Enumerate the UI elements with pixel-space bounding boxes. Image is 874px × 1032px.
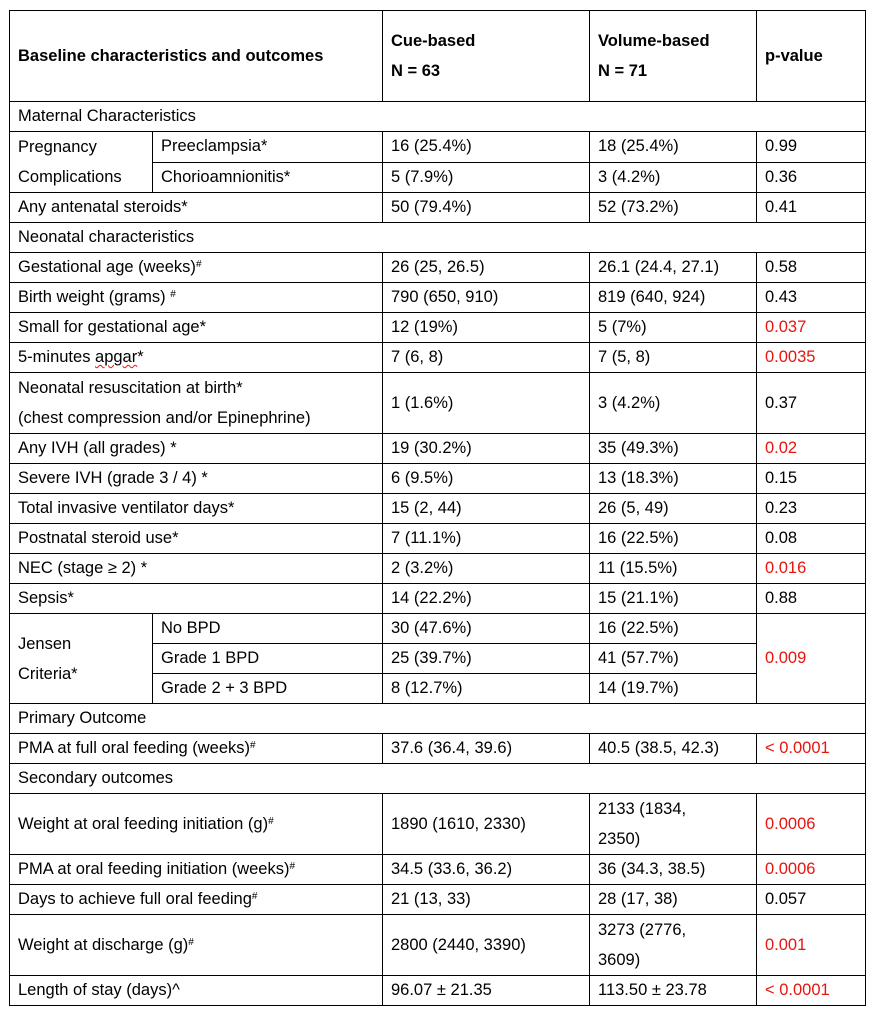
row-label: Small for gestational age*: [10, 313, 383, 343]
cell-cue: 6 (9.5%): [383, 464, 590, 494]
section-row: [10, 102, 866, 132]
cell-cue: 37.6 (36.4, 39.6): [383, 734, 590, 764]
cell-p-value-significant: 0.001: [757, 915, 866, 976]
cell-volume: 14 (19.7%): [590, 674, 757, 704]
cell-volume: 7 (5, 8): [590, 343, 757, 373]
cell-p-value: 0.99: [757, 132, 866, 163]
cell-p-value-significant: < 0.0001: [757, 976, 866, 1006]
row-label: Weight at oral feeding initiation (g)#: [10, 794, 383, 855]
cell-volume: 26 (5, 49): [590, 494, 757, 524]
row-label: 5-minutes apgar*: [10, 343, 383, 373]
row-label: PMA at oral feeding initiation (weeks)#: [10, 855, 383, 885]
table-row: [10, 313, 866, 343]
cell-p-value: 0.37: [757, 373, 866, 434]
cell-p-value-significant: 0.0006: [757, 855, 866, 885]
table-row: [10, 915, 866, 976]
cell-cue: 15 (2, 44): [383, 494, 590, 524]
cell-cue: 16 (25.4%): [383, 132, 590, 163]
cell-cue: 26 (25, 26.5): [383, 253, 590, 283]
cell-cue: 790 (650, 910): [383, 283, 590, 313]
cell-p-value-significant: 0.02: [757, 434, 866, 464]
section-neonatal: Neonatal characteristics: [10, 223, 866, 253]
section-secondary-outcomes: Secondary outcomes: [10, 764, 866, 794]
cell-cue: 1890 (1610, 2330): [383, 794, 590, 855]
cell-cue: 8 (12.7%): [383, 674, 590, 704]
cell-p-value-significant: < 0.0001: [757, 734, 866, 764]
table-row: [10, 554, 866, 584]
table-row: [10, 855, 866, 885]
section-row: [10, 764, 866, 794]
table-row: [10, 614, 866, 644]
cell-p-value-significant: 0.016: [757, 554, 866, 584]
cell-cue: 7 (6, 8): [383, 343, 590, 373]
cell-cue: 21 (13, 33): [383, 885, 590, 915]
cell-p-value-significant: 0.009: [757, 614, 866, 704]
cell-cue: 2800 (2440, 3390): [383, 915, 590, 976]
cell-cue: 50 (79.4%): [383, 193, 590, 223]
cell-volume: 16 (22.5%): [590, 614, 757, 644]
row-label: Any IVH (all grades) *: [10, 434, 383, 464]
cell-volume: 41 (57.7%): [590, 644, 757, 674]
cell-volume: 16 (22.5%): [590, 524, 757, 554]
table-row: [10, 373, 866, 434]
cell-volume: 3 (4.2%): [590, 373, 757, 434]
cell-cue: 12 (19%): [383, 313, 590, 343]
cell-volume: 40.5 (38.5, 42.3): [590, 734, 757, 764]
table-row: [10, 494, 866, 524]
cell-volume: 35 (49.3%): [590, 434, 757, 464]
table-row: [10, 434, 866, 464]
cell-volume: 113.50 ± 23.78: [590, 976, 757, 1006]
row-label: Neonatal resuscitation at birth* (chest compression and/or Epinephrine): [10, 373, 383, 434]
row-label: Birth weight (grams) #: [10, 283, 383, 313]
cell-volume: 36 (34.3, 38.5): [590, 855, 757, 885]
cell-volume: 18 (25.4%): [590, 132, 757, 163]
table-row: [10, 343, 866, 373]
cell-volume: 11 (15.5%): [590, 554, 757, 584]
cell-volume: 13 (18.3%): [590, 464, 757, 494]
header-characteristics: Baseline characteristics and outcomes: [10, 11, 383, 102]
table-row: [10, 794, 866, 855]
cell-cue: 30 (47.6%): [383, 614, 590, 644]
table-row: [10, 193, 866, 223]
cell-p-value: 0.43: [757, 283, 866, 313]
cell-cue: 1 (1.6%): [383, 373, 590, 434]
cell-volume: 2133 (1834, 2350): [590, 794, 757, 855]
section-row: [10, 704, 866, 734]
cell-cue: 5 (7.9%): [383, 162, 590, 193]
section-row: [10, 223, 866, 253]
cell-cue: 2 (3.2%): [383, 554, 590, 584]
row-label: Length of stay (days)^: [10, 976, 383, 1006]
cell-p-value-significant: 0.037: [757, 313, 866, 343]
table-row: [10, 283, 866, 313]
cell-volume: 819 (640, 924): [590, 283, 757, 313]
cell-volume: 15 (21.1%): [590, 584, 757, 614]
cell-cue: 19 (30.2%): [383, 434, 590, 464]
cell-cue: 25 (39.7%): [383, 644, 590, 674]
cell-p-value: 0.23: [757, 494, 866, 524]
cell-volume: 5 (7%): [590, 313, 757, 343]
header-p-value: p-value: [757, 11, 866, 102]
row-label: Days to achieve full oral feeding#: [10, 885, 383, 915]
row-label: No BPD: [153, 614, 383, 644]
table-row: [10, 976, 866, 1006]
cell-volume: 52 (73.2%): [590, 193, 757, 223]
row-group-jensen-criteria: Jensen Criteria*: [10, 614, 153, 704]
table-row: [10, 132, 866, 163]
cell-p-value: 0.88: [757, 584, 866, 614]
section-maternal: Maternal Characteristics: [10, 102, 866, 132]
cell-p-value: 0.057: [757, 885, 866, 915]
cell-p-value-significant: 0.0035: [757, 343, 866, 373]
cell-volume: 3273 (2776, 3609): [590, 915, 757, 976]
cell-cue: 14 (22.2%): [383, 584, 590, 614]
cell-p-value: 0.08: [757, 524, 866, 554]
cell-p-value: 0.36: [757, 162, 866, 193]
row-label: NEC (stage ≥ 2) *: [10, 554, 383, 584]
cell-volume: 3 (4.2%): [590, 162, 757, 193]
row-label: Any antenatal steroids*: [10, 193, 383, 223]
cell-p-value: 0.15: [757, 464, 866, 494]
header-volume-based: Volume-based N = 71: [590, 11, 757, 102]
header-cue-based: Cue-based N = 63: [383, 11, 590, 102]
row-label: PMA at full oral feeding (weeks)#: [10, 734, 383, 764]
table-row: [10, 524, 866, 554]
row-group-pregnancy-complications: Pregnancy Complications: [10, 132, 153, 193]
row-label: Sepsis*: [10, 584, 383, 614]
table-row: [10, 584, 866, 614]
row-label: Preeclampsia*: [153, 132, 383, 163]
row-label: Weight at discharge (g)#: [10, 915, 383, 976]
spellcheck-word: apgar: [95, 348, 138, 366]
cell-cue: 7 (11.1%): [383, 524, 590, 554]
cell-cue: 96.07 ± 21.35: [383, 976, 590, 1006]
row-label: Gestational age (weeks)#: [10, 253, 383, 283]
table-row: [10, 253, 866, 283]
cell-p-value: 0.41: [757, 193, 866, 223]
cell-p-value-significant: 0.0006: [757, 794, 866, 855]
row-label: Total invasive ventilator days*: [10, 494, 383, 524]
table-row: [10, 464, 866, 494]
cell-cue: 34.5 (33.6, 36.2): [383, 855, 590, 885]
row-label: Grade 2 + 3 BPD: [153, 674, 383, 704]
row-label: Severe IVH (grade 3 / 4) *: [10, 464, 383, 494]
section-primary-outcome: Primary Outcome: [10, 704, 866, 734]
header-row: [10, 11, 866, 102]
table-row: [10, 885, 866, 915]
row-label: Grade 1 BPD: [153, 644, 383, 674]
table-row: [10, 734, 866, 764]
cell-p-value: 0.58: [757, 253, 866, 283]
cell-volume: 26.1 (24.4, 27.1): [590, 253, 757, 283]
row-label: Postnatal steroid use*: [10, 524, 383, 554]
outcomes-table: [9, 10, 866, 1006]
cell-volume: 28 (17, 38): [590, 885, 757, 915]
row-label: Chorioamnionitis*: [153, 162, 383, 193]
